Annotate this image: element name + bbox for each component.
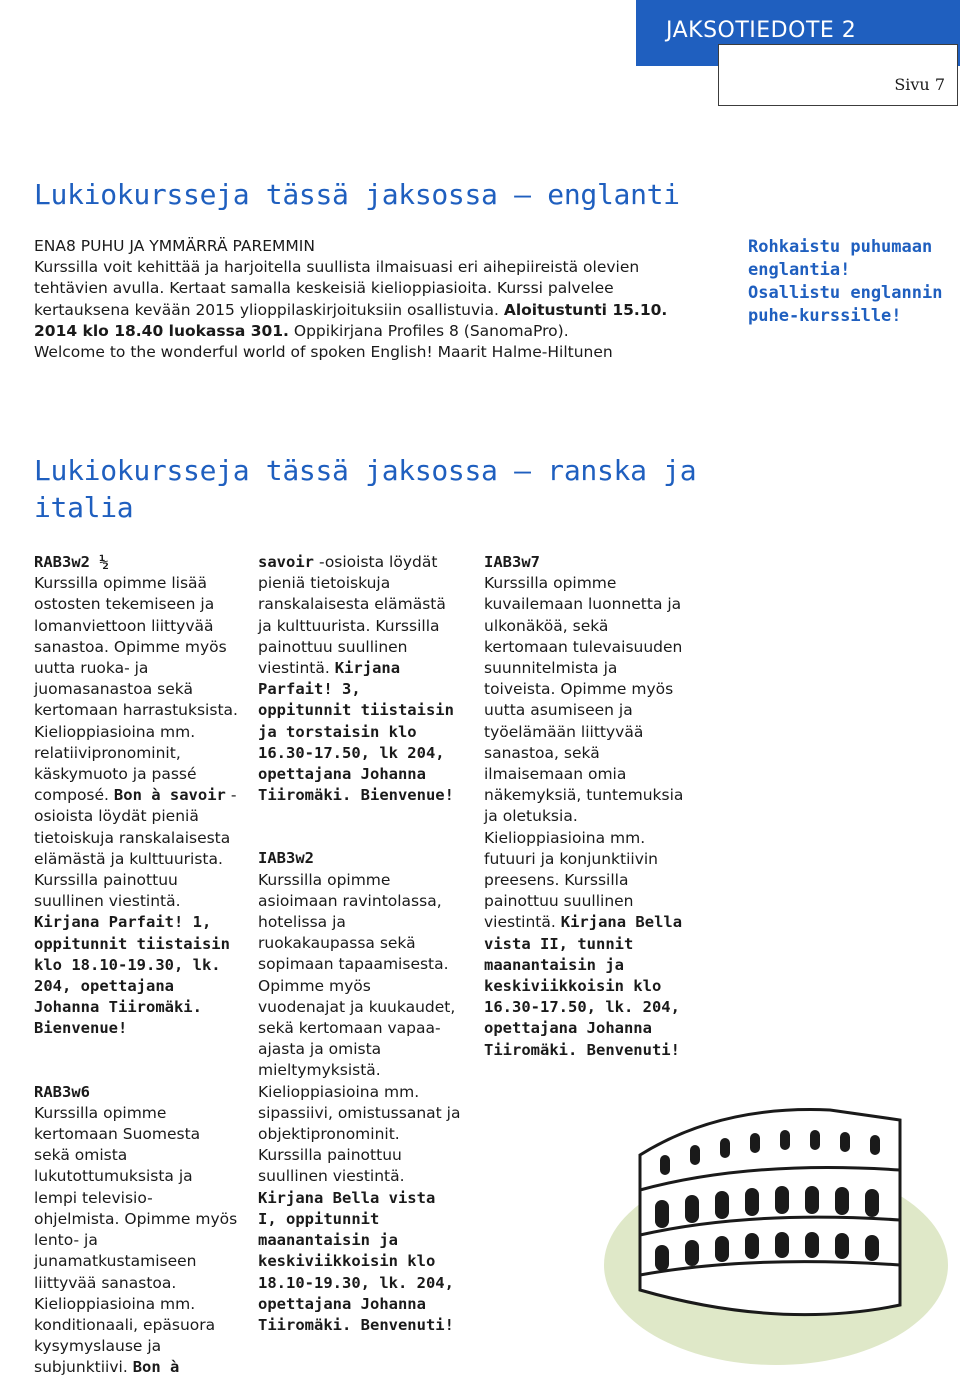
course-text — [34, 573, 238, 1039]
english-book: Oppikirjana Profiles 8 (SanomaPro). — [293, 321, 569, 340]
quote-line-1: Rohkaistu puhumaan englantia! — [748, 237, 933, 280]
page-number: Sivu 7 — [894, 75, 945, 94]
english-teacher: Maarit Halme-Hiltunen — [437, 343, 613, 362]
colosseum-body — [640, 1110, 900, 1315]
iab3w2-schedule: Kirjana Bella vista I, oppitunnit maanantaisin ja keskiviikkoisin klo 18.10-19.30, lk. 204, opettajana Johanna Tiiromäki. Benvenuti! — [258, 1188, 454, 1334]
rab3w2-desc: Kurssilla opimme lisää ostosten tekemiseen ja lomanviettoon liittyvää sanastoa. Opimme myös uutta ruoka- ja juomasanastoa sekä kertomaan harrastuksista. Kielioppiasioina mm. relatiivipronominit, käskymuoto ja passé composé. — [34, 574, 238, 805]
course-code-rab3w6: RAB3w6 — [34, 1082, 90, 1101]
column-1 — [34, 552, 238, 1379]
course-code-iab3w2: IAB3w2 — [258, 849, 314, 868]
iab3w7-desc: Kurssilla opimme kuvailemaan luonnetta ja ulkonäköä, sekä kertomaan tulevaisuuden suunnitelmista ja toiveista. Opimme myös uutta asumiseen ja työelämään liittyvää sanastoa, sekä ilmaisemaan omia näkemyksiä, tuntemuksia ja oletuksia. Kielioppiasioina mm. futuuri ja konjunktiivin preesens. Kurssilla painottuu suullinen viestintä. — [484, 574, 684, 932]
course-text — [258, 870, 462, 1336]
english-start-info: Aloitustunti 15.10. 2014 klo 18.40 luokassa 301. — [34, 300, 668, 340]
course-text — [34, 1103, 238, 1379]
course-code-rab3w2: RAB3w2 ½ — [34, 553, 109, 571]
english-welcome: Welcome to the wonderful world of spoken English! — [34, 343, 433, 362]
english-heading: Lukiokursseja tässä jaksossa — englanti — [34, 178, 680, 211]
page-header — [636, 0, 960, 108]
iab3w7-schedule: Kirjana Bella vista II, tunnit maanantaisin ja keskiviikkoisin klo 16.30-17.50, lk. 204, opettajana Johanna Tiiromäki. Benvenuti! — [484, 913, 683, 1059]
rab3w6-savoir: savoir — [258, 553, 314, 571]
rab3w6-desc-2: -osioista löydät pieniä tietoiskuja ranskalaisesta elämästä ja kulttuurista. Kurssilla painottuu suullinen viestintä. — [258, 553, 446, 678]
sidebar-quote — [748, 236, 948, 328]
column-2 — [258, 552, 462, 1336]
page-number-box — [718, 44, 958, 106]
course-text — [258, 552, 462, 806]
rab3w6-schedule: Kirjana Parfait! 3, oppitunnit tiistaisin ja torstaisin klo 16.30-17.50, lk 204, opettajana Johanna Tiiromäki. Bienvenue! — [258, 659, 454, 805]
colosseum-icon — [600, 1060, 952, 1370]
quote-line-2: Osallistu englannin puhe-kurssille! — [748, 283, 943, 326]
newsletter-title: JAKSOTIEDOTE 2 — [666, 18, 857, 43]
rab3w6-desc: Kurssilla opimme kertomaan Suomesta sekä omista lukutottumuksista ja lempi televisio-ohjelmista. Opimme myös lento- ja junamatkustamiseen liittyvää sanastoa. Kielioppiasioina mm. konditionaali, epäsuora kysymyslause ja subjunktiivi. — [34, 1103, 238, 1377]
rab3w2-bon-a-savoir: Bon à savoir — [113, 786, 226, 805]
course-text — [484, 573, 690, 1061]
english-course-text — [34, 236, 694, 363]
column-3 — [484, 552, 690, 1061]
iab3w2-desc: Kurssilla opimme asioimaan ravintolassa, hotelissa ja ruokakaupassa sekä sopimaan tapaamisesta. Opimme myös vuodenajat ja kuukaudet, sekä kertomaan vapaa-ajasta ja omista mieltymyksistä. Kielioppiasioina mm. sipassiivi, omistussanat ja objektipronominit. Kurssilla painottuu suullinen viestintä. — [258, 870, 461, 1186]
rab3w6-bon-a: Bon à — [132, 1358, 180, 1377]
english-course-desc: Kurssilla voit kehittää ja harjoitella suullista ilmaisuasi eri aihepiireistä olevien tehtävien avulla. Kertaat samalla keskeisiä kielioppiasioita. Kurssi palvelee kertauksena kevään 2015 ylioppilaskirjoituksiin osallistuvia. — [34, 258, 640, 319]
english-course-title: ENA8 PUHU JA YMMÄRRÄ PAREMMIN — [34, 237, 315, 255]
rab3w2-desc-2: -osioista löydät pieniä tietoiskuja ranskalaisesta elämästä ja kulttuurista. Kurssilla painottuu suullinen viestintä. — [34, 786, 237, 911]
rab3w2-schedule: Kirjana Parfait! 1, oppitunnit tiistaisin klo 18.10-19.30, lk. 204, opettajana Johanna Tiiromäki. Bienvenue! — [34, 913, 230, 1038]
course-code-iab3w7: IAB3w7 — [484, 553, 540, 571]
romance-heading: Lukiokursseja tässä jaksossa — ranska ja italia — [34, 454, 697, 524]
